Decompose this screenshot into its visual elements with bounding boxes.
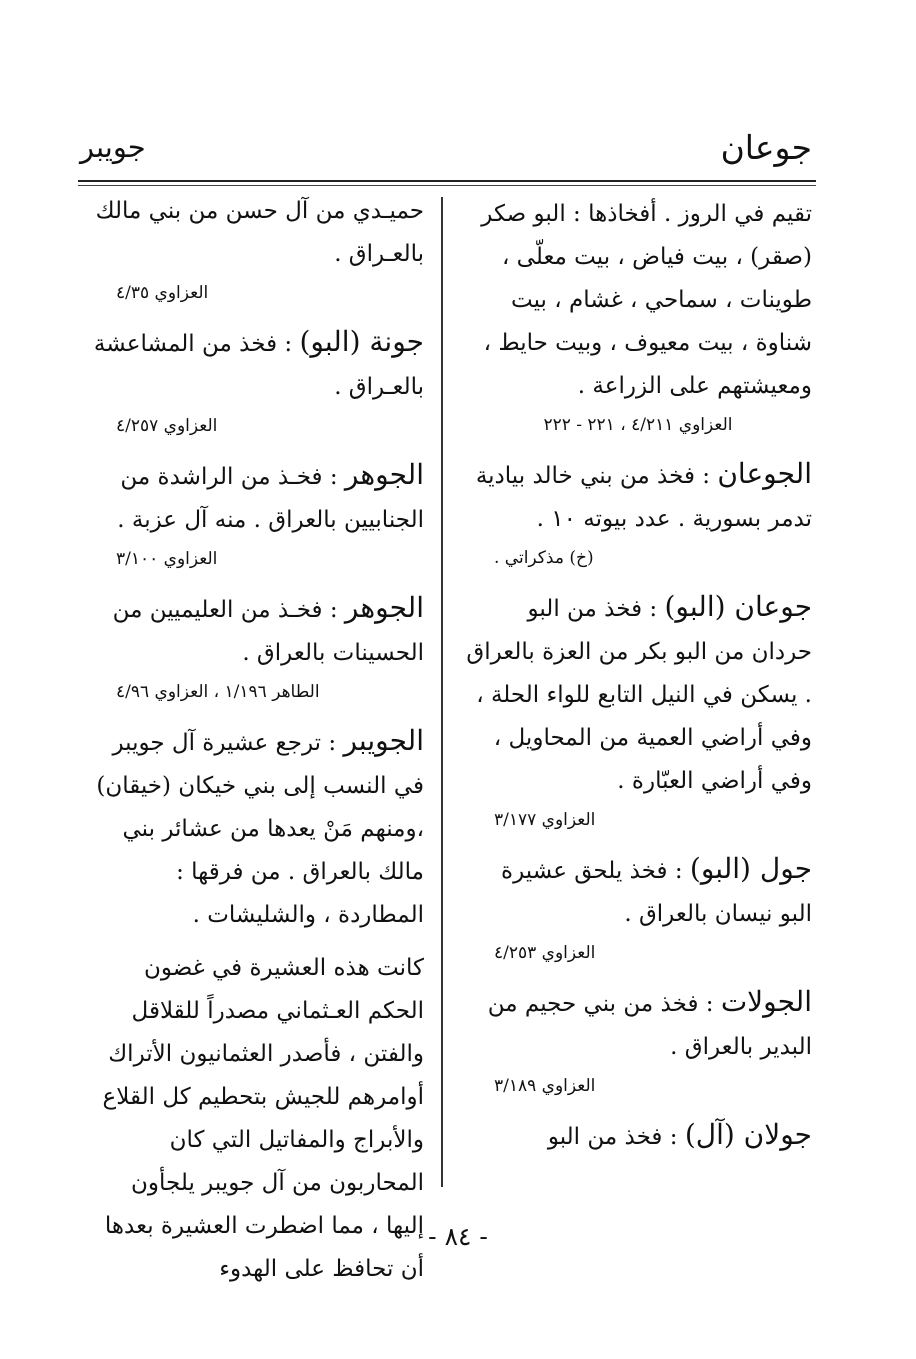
- running-head-first-entry: جوعان: [720, 128, 812, 167]
- column-divider: [441, 197, 443, 1187]
- entry-headword: الجويبر: [343, 724, 424, 757]
- entry: [86, 190, 424, 310]
- entry-reference: العزاوي ٤/٢٥٣: [494, 943, 596, 963]
- entry-text: حميـدي من آل حسن من بني مالك بالعـراق .: [95, 198, 424, 267]
- running-head-last-entry: جويبر: [80, 130, 146, 164]
- entry: [86, 719, 424, 937]
- entry-text: : فخذ يلحق عشيرة البو نيسان بالعراق .: [501, 858, 812, 927]
- entry: [464, 847, 812, 970]
- entry-headword: جول (البو): [689, 852, 812, 885]
- header-rule: [78, 180, 816, 186]
- entry-reference: (خ) مذكراتي .: [494, 548, 594, 568]
- entry-headword: الجوهر: [344, 591, 424, 624]
- entry-text: : فخذ من المشاعشة بالعـراق .: [93, 331, 424, 400]
- right-column: [464, 190, 812, 1169]
- entry-reference: العزاوي ٣/١٠٠: [116, 549, 218, 569]
- entry-reference: العزاوي ٤/٢١١ ، ٢٢١ - ٢٢٢: [543, 415, 733, 435]
- entry: [464, 1113, 812, 1159]
- entry-headword: الجوعان: [717, 457, 812, 490]
- left-column: [86, 190, 424, 1301]
- page-number: - ٨٤ -: [428, 1222, 488, 1251]
- entry-reference: العزاوي ٣/١٧٧: [494, 810, 596, 830]
- entry: [464, 980, 812, 1103]
- entry-headword: جونة (البو): [299, 325, 424, 358]
- entry-text: : فخـذ من العليميين من الحسينات بالعراق .: [112, 597, 424, 666]
- entry-headword: جولان (آل): [684, 1118, 812, 1151]
- entry-text: تقيم في الروز . أفخاذها : البو صكر (صقر) ، بيت فياض ، بيت معلّى ، طوينات ، سماحي ، غشام ، بيت شناوة ، بيت معيوف ، وبيت حايط ، ومعيشتهم على الزراعة .: [481, 201, 812, 399]
- entry-text: كانت هذه العشيرة في غضون الحكم العـثماني مصدراً للقلاقل والفتن ، فأصدر العثمانيون الأتراك أوامرهم للجيش بتحطيم كل القلاع والأبراج والمفاتيل التي كان المحاربون من آل جويبر يلجأون إليها ، مما اضطرت العشيرة بعدها أن تحافظ على الهدوء: [102, 955, 424, 1282]
- entry-text: : فخذ من بني حجيم من البدير بالعراق .: [487, 991, 812, 1060]
- entry-reference: العزاوي ٤/٣٥: [116, 283, 209, 303]
- entry-text: : فخذ من البو حردان من البو بكر من العزة بالعراق . يسكن في النيل التابع للواء الحلة ، وفي أراضي العمية من المحاويل ، وفي أراضي العبّارة .: [466, 596, 812, 794]
- entry-reference: العزاوي ٣/١٨٩: [494, 1076, 596, 1096]
- entry: [464, 190, 812, 442]
- entry-headword: الجوهر: [344, 458, 424, 491]
- entry: [464, 585, 812, 837]
- entry-text: : ترجع عشيرة آل جويبر في النسب إلى بني خيكان (خيقان) ،ومنهم مَنْ يعدها من عشائر بني مالك بالعراق . من فرقها : المطاردة ، والشليشات .: [96, 730, 424, 928]
- entry-text: : فخذ من بني خالد بيادية تدمر بسورية . عدد بيوته ١٠ .: [475, 463, 812, 532]
- entry-headword: جوعان (البو): [664, 590, 812, 623]
- entry: [86, 453, 424, 576]
- entry: [464, 452, 812, 575]
- entry-text: : فخذ من البو: [547, 1124, 678, 1150]
- entry-headword: الجولات: [720, 985, 812, 1018]
- entry-reference: الطاهر ١/١٩٦ ، العزاوي ٤/٩٦: [116, 682, 320, 702]
- entry-reference: العزاوي ٤/٢٥٧: [116, 416, 218, 436]
- entry: [86, 320, 424, 443]
- entry: [86, 586, 424, 709]
- entry-text: : فخـذ من الراشدة من الجنابيين بالعراق . منه آل عزبة .: [117, 464, 424, 533]
